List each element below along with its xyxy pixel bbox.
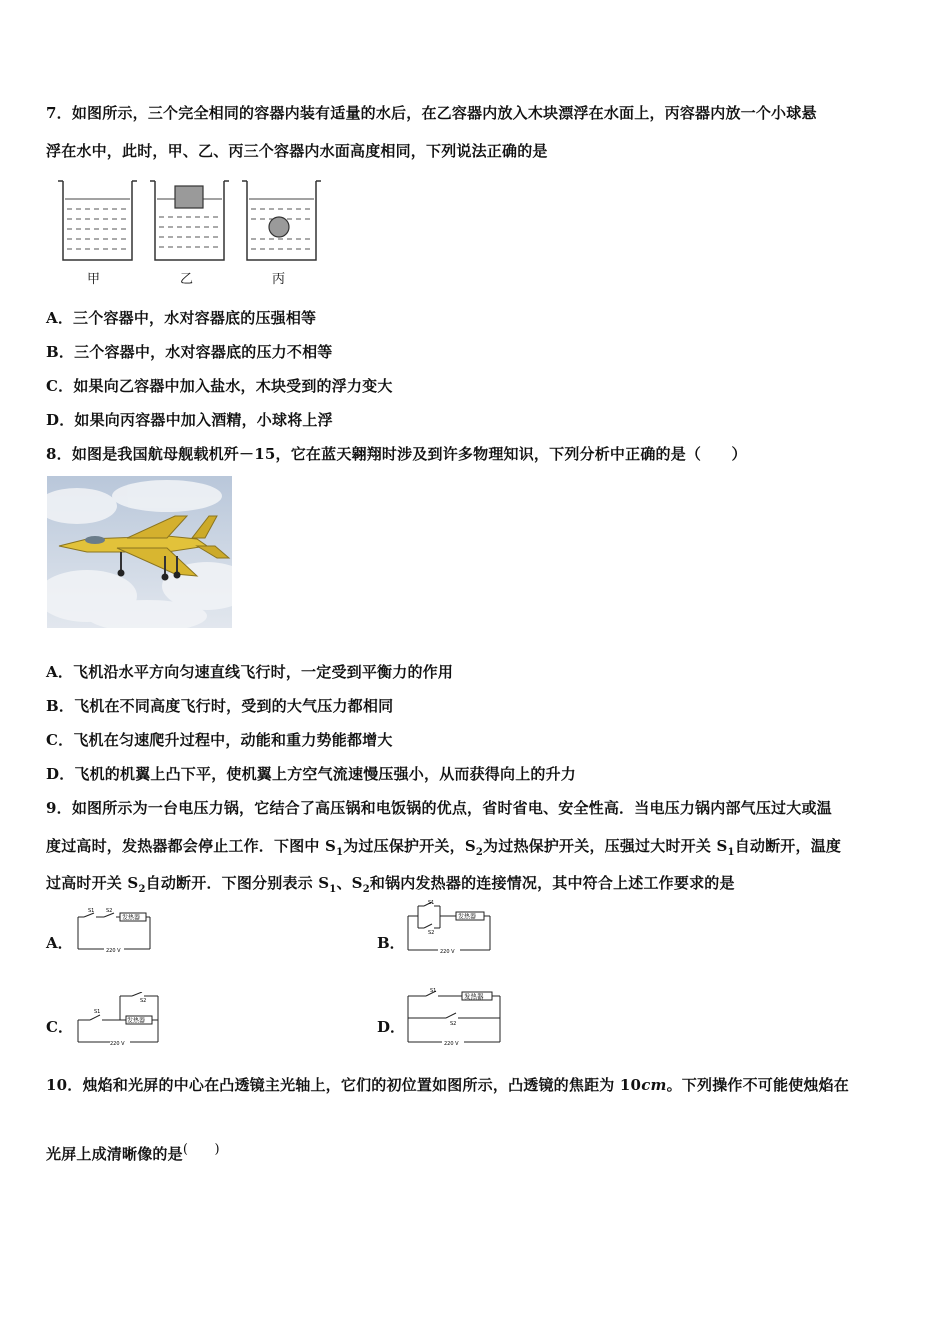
q8-option-c: C．飞机在匀速爬升过程中，动能和重力势能都增大 — [46, 731, 393, 749]
svg-text:发热器: 发热器 — [464, 992, 484, 1001]
q7-option-a: A．三个容器中，水对容器底的压强相等 — [46, 309, 317, 327]
svg-text:发热器: 发热器 — [127, 1017, 146, 1025]
svg-text:220 V: 220 V — [440, 949, 455, 955]
svg-text:发热器: 发热器 — [122, 914, 141, 922]
q9-option-a-label: A． — [46, 934, 73, 952]
q9-option-d-label: D． — [377, 1018, 406, 1036]
svg-text:220 V: 220 V — [106, 948, 121, 954]
q10-stem-line1: 10．烛焰和光屏的中心在凸透镜主光轴上，它们的初位置如图所示，凸透镜的焦距为 10cm。下列操作不可能使烛焰在 — [46, 1076, 849, 1094]
circuit-c — [74, 992, 164, 1047]
small-ball — [269, 217, 289, 237]
svg-text:S1: S1 — [430, 988, 437, 994]
q8-option-b: B．飞机在不同高度飞行时，受到的大气压力都相同 — [46, 697, 394, 715]
q8-stem: 8．如图是我国航母舰载机歼－15，它在蓝天翱翔时涉及到许多物理知识，下列分析中正确的是（ ） — [46, 445, 747, 463]
container-bing — [242, 181, 321, 260]
label-yi: 乙 — [180, 272, 194, 287]
container-yi — [150, 181, 229, 260]
svg-text:发热器: 发热器 — [458, 913, 477, 921]
label-bing: 丙 — [272, 272, 286, 287]
svg-text:S1: S1 — [88, 908, 95, 914]
circuit-a — [74, 905, 154, 955]
q10-stem-line2: 光屏上成清晰像的是( ) — [46, 1142, 220, 1163]
q7-stem-line1: 7．如图所示，三个完全相同的容器内装有适量的水后，在乙容器内放入木块漂浮在水面上，丙容器内放一个小球悬 — [46, 104, 817, 122]
container-jia — [58, 181, 137, 260]
wood-block — [175, 186, 203, 208]
circuit-b — [404, 900, 494, 956]
svg-text:220 V: 220 V — [444, 1041, 459, 1047]
fighter-jet-photo — [47, 476, 232, 628]
q9-stem-line3: 过高时开关 $S_2$自动断开．下图分别表示 $S_1$、$S_2$和锅内发热器的连接情况，其中符合上述工作要求的是 — [46, 874, 735, 895]
q7-figure-containers — [55, 175, 325, 270]
circuit-d — [404, 988, 504, 1048]
q8-option-a: A．飞机沿水平方向匀速直线飞行时，一定受到平衡力的作用 — [46, 663, 454, 681]
label-jia: 甲 — [87, 272, 101, 287]
q8-option-d: D．飞机的机翼上凸下平，使机翼上方空气流速慢压强小，从而获得向上的升力 — [46, 765, 577, 783]
svg-text:S2: S2 — [140, 998, 147, 1004]
q9-option-b-label: B． — [377, 934, 405, 952]
svg-text:S2: S2 — [428, 930, 435, 936]
svg-text:220 V: 220 V — [110, 1041, 125, 1047]
q7-stem-line2: 浮在水中，此时，甲、乙、丙三个容器内水面高度相同，下列说法正确的是 — [46, 142, 548, 160]
q7-option-d: D．如果向丙容器中加入酒精，小球将上浮 — [46, 411, 333, 429]
svg-text:S2: S2 — [106, 908, 113, 914]
svg-text:S2: S2 — [450, 1021, 457, 1027]
q9-option-c-label: C． — [46, 1018, 73, 1036]
svg-text:S1: S1 — [428, 900, 435, 906]
q9-stem-line1: 9．如图所示为一台电压力锅，它结合了高压锅和电饭锅的优点，省时省电、安全性高．当电压力锅内部气压过大或温 — [46, 799, 832, 817]
q7-option-b: B．三个容器中，水对容器底的压力不相等 — [46, 343, 333, 361]
q10-answer-paren: ( ) — [182, 1142, 220, 1157]
q7-option-c: C．如果向乙容器中加入盐水，木块受到的浮力变大 — [46, 377, 393, 395]
svg-text:S1: S1 — [94, 1009, 101, 1015]
q9-stem-line2: 度过高时，发热器都会停止工作．下图中 $S_1$为过压保护开关，$S_2$为过热保护开关，压强过大时开关 $S_1$自动断开，温度 — [46, 837, 842, 858]
